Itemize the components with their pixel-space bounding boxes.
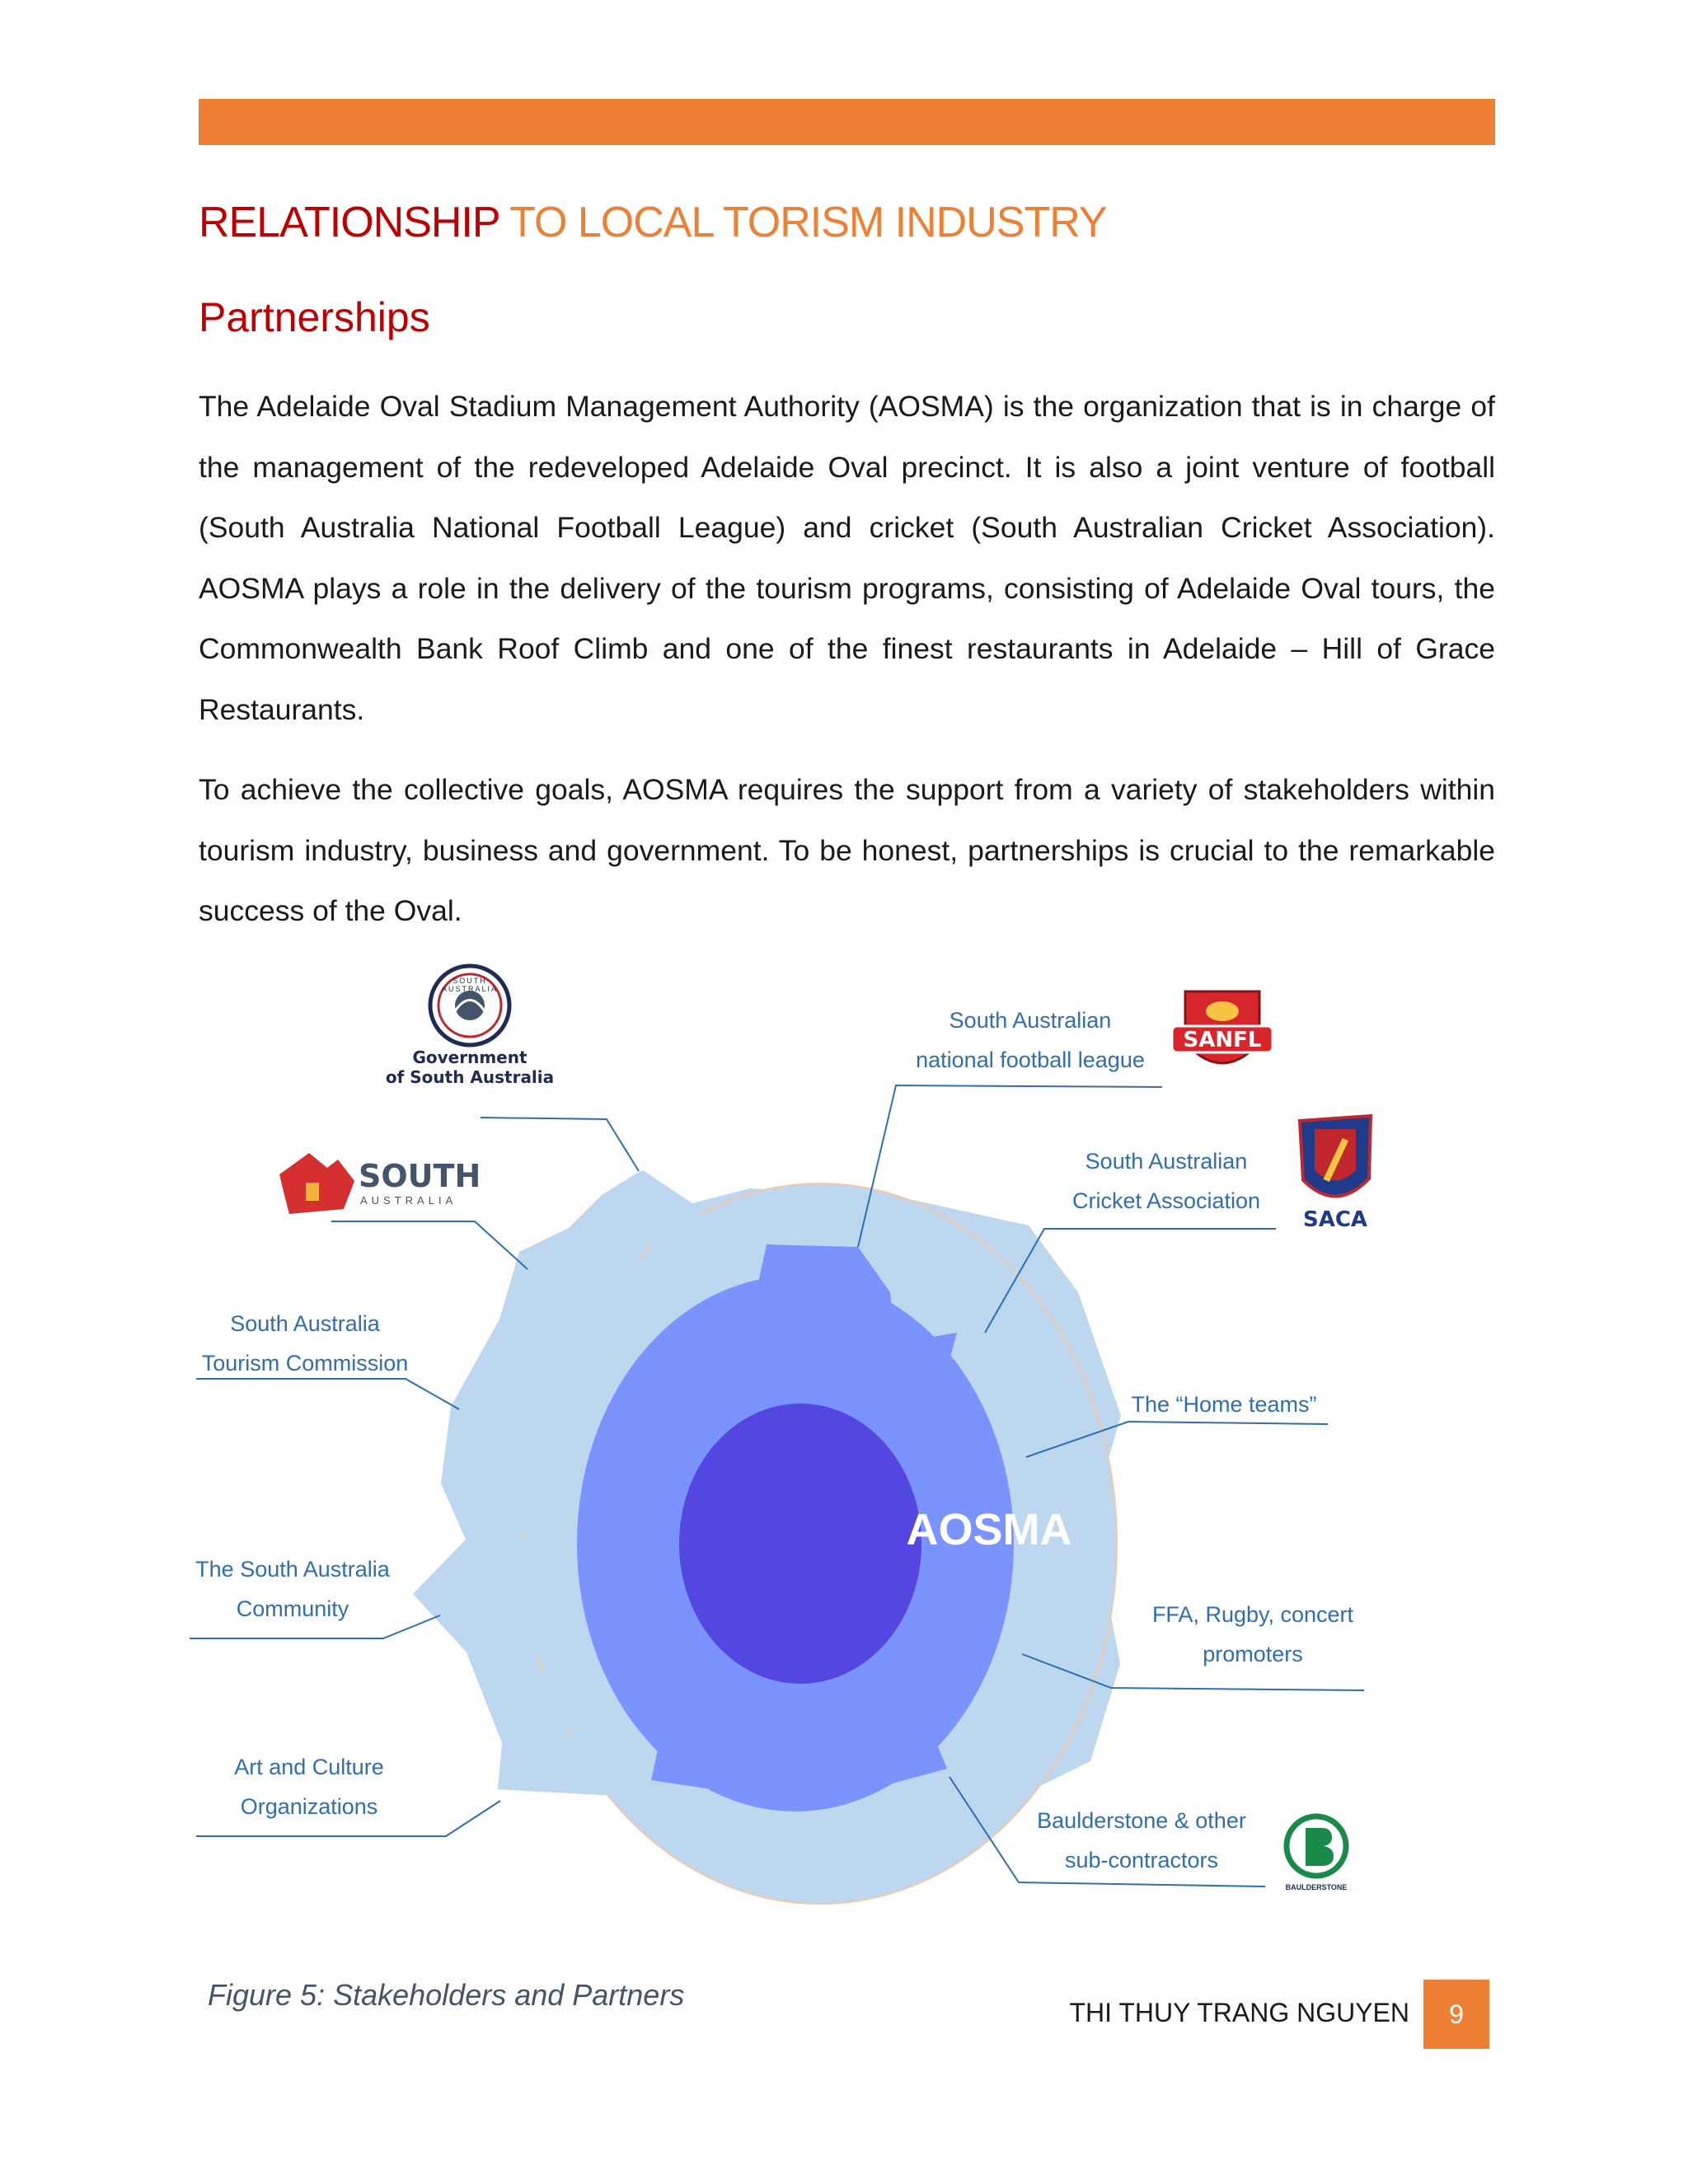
label-saca [1047,1141,1286,1221]
heading-part-b: TO LOCAL TORISM INDUSTRY [509,199,1107,246]
south-australia-logo [276,1150,481,1220]
south-australia-sub: AUSTRALIA [360,1194,457,1207]
gov-sa-line2: of South Australia [385,1067,555,1087]
section-heading [199,198,1107,247]
gov-sa-logo [375,960,565,1092]
label-art-line1: Art and Culture [234,1755,384,1779]
center-label-aosma: AOSMA [906,1505,1072,1554]
label-baulder-line1: Baulderstone & other [1037,1808,1246,1833]
label-community [190,1549,396,1629]
label-saca-line1: South Australian [1085,1149,1248,1174]
label-tourism-line2: Tourism Commission [201,1351,409,1376]
label-home-line1: The “Home teams” [1131,1392,1317,1417]
footer-author: THI THUY TRANG NGUYEN [1069,1998,1409,2027]
line-gov [481,1118,639,1171]
label-saca-line2: Cricket Association [1071,1188,1261,1213]
header-bar [199,99,1495,145]
gov-sa-line1: Government [412,1047,528,1067]
label-sanfl [898,1001,1162,1080]
label-community-line1: The South Australia [195,1557,390,1582]
line-tourism [196,1379,459,1409]
heading-part-a: RELATIONSHIP [199,199,499,246]
south-australia-map-icon [276,1150,359,1216]
label-sanfl-line2: national football league [916,1047,1145,1072]
baulderstone-b-icon [1271,1813,1362,1883]
label-ffa-line1: FFA, Rugby, concert [1151,1602,1354,1627]
label-tourism-commission [190,1304,420,1383]
label-ffa-line2: promoters [1203,1642,1303,1666]
figure-caption: Figure 5: Stakeholders and Partners [208,1978,685,2012]
label-community-line2: Community [236,1596,349,1621]
subheading: Partnerships [199,294,430,340]
south-australia-word: SOUTH [359,1158,481,1194]
paragraph-1: The Adelaide Oval Stadium Management Authority (AOSMA) is the organization that is in charge of the management of the redeveloped Adelaide Oval precinct. It is also a joint venture of football (South Australia National Football League) and cricket (South Australian Cricket Association). AOSMA plays a role in the delivery of the tourism programs, consisting of Adelaide Oval tours, the Commonwealth Bank Roof Climb and one of the finest restaurants in Adelaide – Hill of Grace Restaurants. [199,390,1495,726]
label-ffa [1137,1595,1368,1674]
paragraph-2: To achieve the collective goals, AOSMA requires the support from a variety of stakeholders within tourism industry, business and government. To be honest, partnerships is crucial to the remarkable success of the Oval. [199,773,1495,927]
label-art [214,1747,404,1826]
stakeholder-diagram [190,956,1393,1945]
label-tourism-line1: South Australia [230,1311,380,1336]
saca-wordmark: SACA [1302,1207,1368,1232]
sanfl-wordmark: SANFL [1183,1028,1262,1052]
line-south-aus [331,1221,528,1269]
gov-sa-seal-text: SOUTH AUSTRALIA [441,977,498,993]
baulderstone-wordmark: BAULDERSTONE [1285,1883,1348,1891]
saca-shield-icon [1290,1113,1381,1212]
saca-logo [1290,1113,1381,1236]
label-art-line2: Organizations [240,1794,378,1819]
label-baulder-line2: sub-contractors [1064,1848,1219,1872]
label-baulderstone [1022,1801,1261,1880]
baulderstone-logo [1271,1813,1362,1896]
sanfl-logo [1169,985,1276,1084]
label-sanfl-line1: South Australian [949,1008,1112,1033]
page-number: 9 [1423,1980,1489,2049]
label-home-teams [1117,1385,1331,1424]
